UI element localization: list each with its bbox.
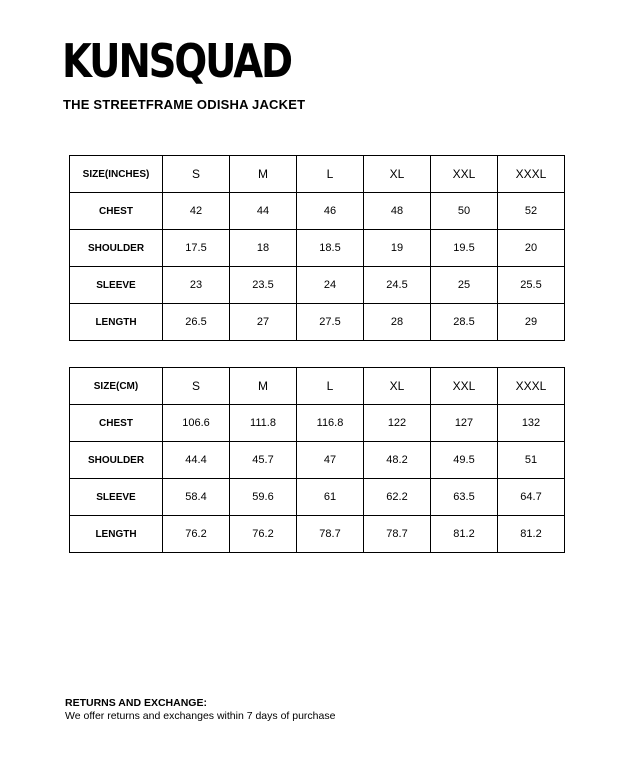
table-cell: 18.5 <box>297 230 364 267</box>
header-cell: L <box>297 156 364 193</box>
table-cell: 45.7 <box>230 442 297 479</box>
table-cell: 127 <box>431 405 498 442</box>
table-cell: 44.4 <box>163 442 230 479</box>
table-cell: 49.5 <box>431 442 498 479</box>
header-cell: XXL <box>431 156 498 193</box>
product-title: THE STREETFRAME ODISHA JACKET <box>63 97 306 112</box>
table-cell: 26.5 <box>163 304 230 341</box>
table-row <box>70 230 565 267</box>
table-header-row <box>70 368 565 405</box>
table-cell: 25 <box>431 267 498 304</box>
table-cell: 19 <box>364 230 431 267</box>
table-cell: 132 <box>498 405 565 442</box>
table-cell: 18 <box>230 230 297 267</box>
row-label: LENGTH <box>70 304 163 341</box>
table-cell: 63.5 <box>431 479 498 516</box>
header-cell: XXXL <box>498 156 565 193</box>
header-cell: XL <box>364 156 431 193</box>
table-row <box>70 304 565 341</box>
returns-description: We offer returns and exchanges within 7 days of purchase <box>65 710 336 722</box>
table-cell: 27 <box>230 304 297 341</box>
table-cell: 78.7 <box>297 516 364 553</box>
table-cell: 29 <box>498 304 565 341</box>
header-cell: XXXL <box>498 368 565 405</box>
row-label: SLEEVE <box>70 267 163 304</box>
brand-logo: KUNSQUAD <box>62 34 292 88</box>
row-label: SLEEVE <box>70 479 163 516</box>
table-cell: 48 <box>364 193 431 230</box>
table-cell: 64.7 <box>498 479 565 516</box>
table-row <box>70 479 565 516</box>
row-label: CHEST <box>70 193 163 230</box>
table-cell: 62.2 <box>364 479 431 516</box>
returns-heading: RETURNS AND EXCHANGE: <box>65 697 207 709</box>
size-chart-cm <box>69 367 565 553</box>
table-cell: 106.6 <box>163 405 230 442</box>
table-cell: 51 <box>498 442 565 479</box>
table-cell: 42 <box>163 193 230 230</box>
table-header-row <box>70 156 565 193</box>
table-cell: 76.2 <box>230 516 297 553</box>
table-cell: 19.5 <box>431 230 498 267</box>
table-row <box>70 193 565 230</box>
row-label: LENGTH <box>70 516 163 553</box>
table-cell: 48.2 <box>364 442 431 479</box>
row-label: SHOULDER <box>70 230 163 267</box>
table-cell: 61 <box>297 479 364 516</box>
table-row <box>70 405 565 442</box>
table-row <box>70 267 565 304</box>
table-cell: 46 <box>297 193 364 230</box>
table-cell: 47 <box>297 442 364 479</box>
header-cell: S <box>163 156 230 193</box>
table-row <box>70 516 565 553</box>
table-cell: 111.8 <box>230 405 297 442</box>
table-cell: 28.5 <box>431 304 498 341</box>
size-chart-inches <box>69 155 565 341</box>
table-cell: 23 <box>163 267 230 304</box>
header-cell: L <box>297 368 364 405</box>
table-cell: 24 <box>297 267 364 304</box>
header-cell: M <box>230 368 297 405</box>
row-label: SHOULDER <box>70 442 163 479</box>
header-cell: XXL <box>431 368 498 405</box>
table-cell: 81.2 <box>498 516 565 553</box>
table-cell: 116.8 <box>297 405 364 442</box>
table-cell: 52 <box>498 193 565 230</box>
table-cell: 23.5 <box>230 267 297 304</box>
table-cell: 24.5 <box>364 267 431 304</box>
header-cell: S <box>163 368 230 405</box>
table-cell: 122 <box>364 405 431 442</box>
header-cell: SIZE(INCHES) <box>70 156 163 193</box>
table-cell: 78.7 <box>364 516 431 553</box>
table-cell: 58.4 <box>163 479 230 516</box>
table-cell: 17.5 <box>163 230 230 267</box>
table-cell: 20 <box>498 230 565 267</box>
table-cell: 76.2 <box>163 516 230 553</box>
table-cell: 50 <box>431 193 498 230</box>
table-row <box>70 442 565 479</box>
row-label: CHEST <box>70 405 163 442</box>
table-cell: 25.5 <box>498 267 565 304</box>
header-cell: M <box>230 156 297 193</box>
table-cell: 81.2 <box>431 516 498 553</box>
table-cell: 27.5 <box>297 304 364 341</box>
header-cell: SIZE(CM) <box>70 368 163 405</box>
table-cell: 28 <box>364 304 431 341</box>
table-cell: 44 <box>230 193 297 230</box>
table-cell: 59.6 <box>230 479 297 516</box>
header-cell: XL <box>364 368 431 405</box>
